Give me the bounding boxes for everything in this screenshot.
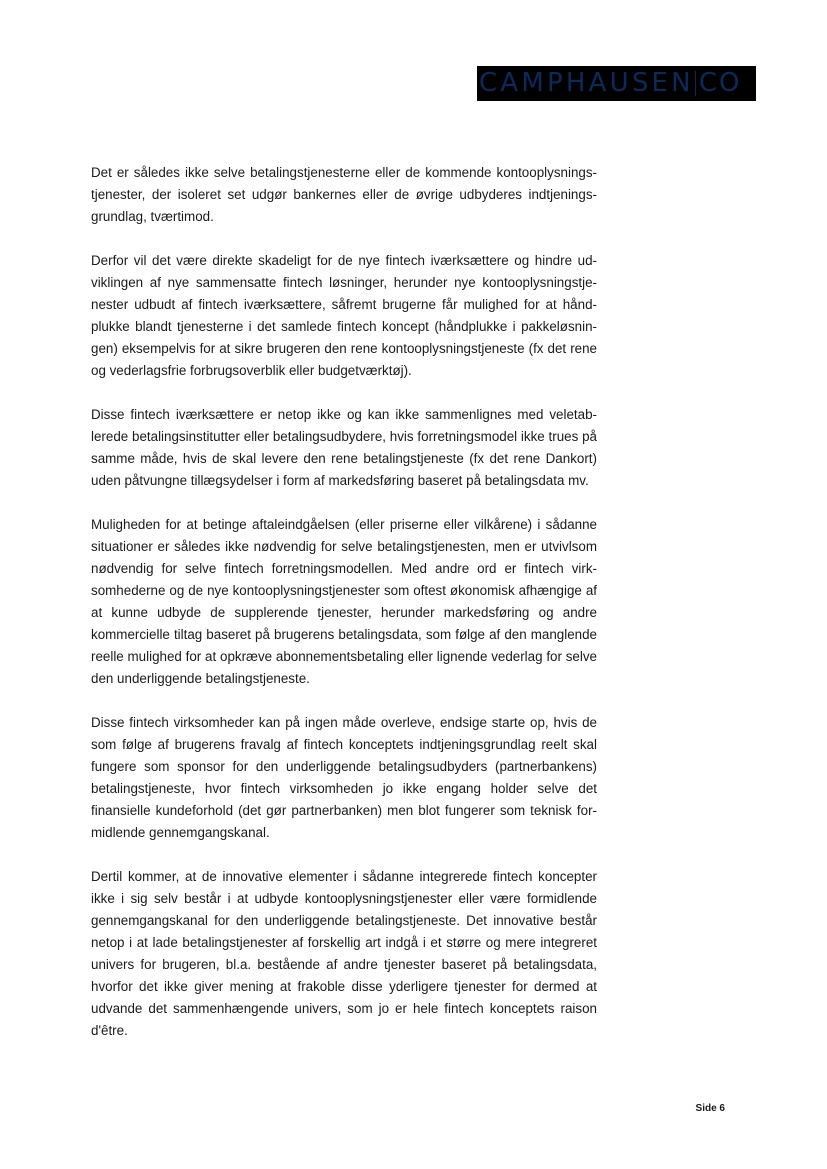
logo-separator <box>695 71 696 96</box>
paragraph-1: Det er således ikke selve betalingstjenesterne eller de kommende kontooplysningstjenester, der isoleret set udgør bankernes eller de øvrige udbyderes indtjeningsgrundlag, tværtimod. <box>91 165 597 224</box>
page-number: Side 6 <box>695 1103 725 1114</box>
company-logo <box>477 66 756 101</box>
paragraph-2: Derfor vil det være direkte skadeligt for de nye fintech iværksættere og hindre udviklingen af nye sammensatte fintech løsninger, herunder nye kontooplysningstjenester udbudt af fintech iværksættere, såfremt brugerne får mulighed for at håndplukke blandt tjenesterne i det samlede fintech koncept (håndplukke i pakkeløsningen) eksempelvis for at sikre brugeren den rene kontooplysningstjeneste (fx det rene og vederlagsfrie forbrugsoverblik eller budgetværktøj). <box>91 253 597 378</box>
logo-suffix: CO <box>698 68 742 98</box>
paragraph-3: Disse fintech iværksættere er netop ikke og kan ikke sammenlignes med veletablerede betalingsinstitutter eller betalingsudbydere, hvis forretningsmodel ikke trues på samme måde, hvis de skal levere den rene betalingstjeneste (fx det rene Dankort) uden påtvungne tillægsydelser i form af markedsføring baseret på betalingsdata mv. <box>91 407 597 488</box>
paragraph-4: Muligheden for at betinge aftaleindgåelsen (eller priserne eller vilkårene) i sådanne situationer er således ikke nødvendig for selve betalingstjenesten, men er utvivlsom nødvendig for selve fintech forretningsmodellen. Med andre ord er fintech virksomhederne og de nye kontooplysningstjenester som oftest økonomisk afhængige af at kunne udbyde de supplerende tjenester, herunder markedsføring og andre kommercielle tiltag baseret på brugerens betalingsdata, som følge af den manglende reelle mulighed for at opkræve abonnementsbetaling eller lignende vederlag for selve den underliggende betalingstjeneste. <box>91 517 597 686</box>
paragraph-6: Dertil kommer, at de innovative elementer i sådanne integrerede fintech koncepter ikke i sig selv består i at udbyde kontooplysningstjenester eller være formidlende gennemgangskanal for den underliggende betalingstjeneste. Det innovative består netop i at lade betalingstjenester af forskellig art indgå i et større og mere integreret univers for brugeren, bl.a. bestående af andre tjenester baseret på betalingsdata, hvorfor det ikke giver mening at frakoble disse yderligere tjenester for dermed at udvande det sammenhængende univers, som jo er hele fintech konceptets raison d'être. <box>91 869 597 1038</box>
logo-wordmark: CAMPHAUSEN <box>479 68 694 98</box>
paragraph-5: Disse fintech virksomheder kan på ingen måde overleve, endsige starte op, hvis de som følge af brugerens fravalg af fintech konceptets indtjeningsgrundlag reelt skal fungere som sponsor for den underliggende betalingsudbyders (partnerbankens) betalingstjeneste, hvor fintech virksomheden jo ikke engang holder selve det finansielle kundeforhold (det gør partnerbanken) men blot fungerer som teknisk formidlende gennemgangskanal. <box>91 715 597 840</box>
document-body <box>91 162 597 1064</box>
